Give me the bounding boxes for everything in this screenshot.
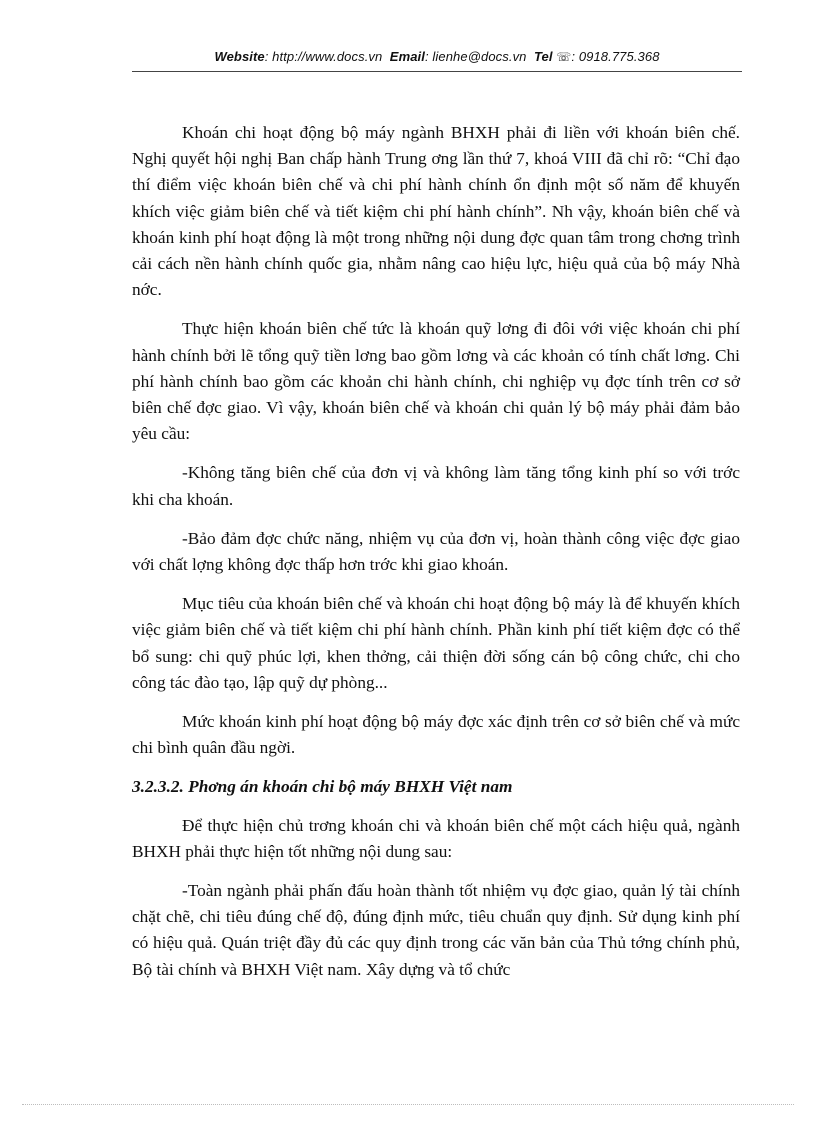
paragraph-6: Mức khoán kinh phí hoạt động bộ máy đợc xác định trên cơ sở biên chế và mức chi bình quân đầu ngời.: [132, 712, 740, 758]
header-divider: [132, 71, 742, 72]
email-value: : lienhe@docs.vn: [424, 49, 527, 64]
footer-divider: [22, 1104, 794, 1105]
paragraph-5: Mục tiêu của khoán biên chế và khoán chi hoạt động bộ máy là để khuyến khích việc giảm biên chế và tiết kiệm chi phí hành chính. Phần kinh phí tiết kiệm đợc có thể bổ sung: chi quỹ phúc lợi, khen thởng, cải thiện đời sống cán bộ công chức, chi cho công tác đào tạo, lập quỹ dự phòng...: [132, 594, 740, 692]
paragraph-2: Thực hiện khoán biên chế tức là khoán quỹ lơng đi đôi với việc khoán chi phí hành chính bởi lẽ tổng quỹ tiền lơng bao gồm lơng và các khoản có tính chất lơng. Chi phí hành chính bao gồm các khoản chi hành chính, chi nghiệp vụ đợc tính trên cơ sở biên chế đợc giao. Vì vậy, khoán biên chế và khoán chi quản lý bộ máy phải đảm bảo yêu cầu:: [132, 319, 740, 444]
website-label: Website: [214, 49, 265, 64]
phone-icon: ☏: [556, 50, 572, 64]
paragraph-4: -Bảo đảm đợc chức năng, nhiệm vụ của đơn vị, hoàn thành công việc đợc giao với chất lợng không đợc thấp hơn trớc khi giao khoán.: [132, 528, 740, 575]
paragraph-7: Để thực hiện chủ trơng khoán chi và khoán biên chế một cách hiệu quả, ngành BHXH phải thực hiện tốt những nội dung sau:: [132, 815, 740, 861]
paragraph-1: Khoán chi hoạt động bộ máy ngành BHXH phải đi liền với khoán biên chế. Nghị quyết hội nghị Ban chấp hành Trung ơng lần thứ 7, khoá VIII đã chỉ rõ: “Chỉ đạo thí điểm việc khoán biên chế và chi phí hành chính ổn định một số năm để khuyến khích việc giảm biên chế và tiết kiệm chi phí hành chính”. Nh vậy, khoán biên chế và khoán kinh phí hoạt động là một trong những nội dung đợc quan tâm trong chơng trình cải cách nền hành chính quốc gia, nhằm nâng cao hiệu lực, hiệu quả của bộ máy Nhà nớc.: [132, 123, 740, 300]
tel-value: : 0918.775.368: [571, 49, 660, 64]
paragraph-8: -Toàn ngành phải phấn đấu hoàn thành tốt nhiệm vụ đợc giao, quản lý tài chính chặt chẽ, chi tiêu đúng chế độ, đúng định mức, tiêu chuẩn quy định. Sử dụng kinh phí có hiệu quả. Quán triệt đầy đủ các quy định trong các văn bản của Thủ tớng chính phủ, Bộ tài chính và BHXH Việt nam. Xây dựng và tổ chức: [132, 881, 740, 979]
website-value: : http://www.docs.vn: [264, 49, 383, 64]
document-body: [132, 120, 740, 996]
email-label: Email: [389, 49, 425, 64]
paragraph-3: -Không tăng biên chế của đơn vị và không làm tăng tổng kinh phí so với trớc khi cha khoán.: [132, 463, 740, 509]
section-heading: 3.2.3.2. Phơng án khoán chi bộ máy BHXH Việt nam: [132, 777, 513, 797]
page-header: [132, 49, 742, 64]
tel-label: Tel: [533, 49, 553, 64]
